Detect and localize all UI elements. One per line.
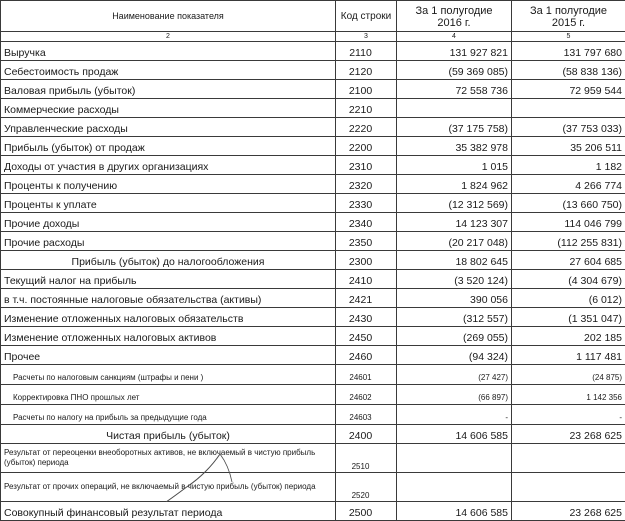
- row-value-2015: [512, 99, 625, 118]
- column-number-row: [1, 32, 625, 42]
- row-indicator-name: Результат от переоценки внеоборотных активов, не включаемый в чистую прибыль (убыток) периода: [1, 444, 336, 473]
- header-period-2015-line2: 2015 г.: [515, 17, 622, 29]
- row-value-2016: 131 927 821: [397, 42, 512, 61]
- row-line-code: 2510: [336, 444, 397, 473]
- row-value-2015: 131 797 680: [512, 42, 625, 61]
- row-line-code: 2320: [336, 175, 397, 194]
- row-line-code: 24602: [336, 385, 397, 405]
- table-row: [1, 118, 625, 137]
- row-line-code: 2340: [336, 213, 397, 232]
- row-indicator-name: Валовая прибыль (убыток): [1, 80, 336, 99]
- table-body: [1, 42, 625, 521]
- table-row: [1, 232, 625, 251]
- row-value-2015: (112 255 831): [512, 232, 625, 251]
- table-row: [1, 346, 625, 365]
- header-period-2016-line2: 2016 г.: [400, 17, 508, 29]
- row-indicator-name: Корректировка ПНО прошлых лет: [1, 385, 336, 405]
- row-indicator-name: Прибыль (убыток) до налогообложения: [1, 251, 336, 270]
- column-number: 4: [397, 32, 512, 42]
- row-line-code: 2220: [336, 118, 397, 137]
- row-value-2015: 72 959 544: [512, 80, 625, 99]
- row-line-code: 2421: [336, 289, 397, 308]
- row-value-2015: [512, 473, 625, 502]
- row-value-2016: (94 324): [397, 346, 512, 365]
- row-value-2015: (13 660 750): [512, 194, 625, 213]
- row-value-2015: (37 753 033): [512, 118, 625, 137]
- row-value-2016: (3 520 124): [397, 270, 512, 289]
- row-value-2015: 1 117 481: [512, 346, 625, 365]
- row-value-2016: -: [397, 405, 512, 425]
- row-value-2016: (12 312 569): [397, 194, 512, 213]
- row-value-2016: (27 427): [397, 365, 512, 385]
- row-value-2015: 35 206 511: [512, 137, 625, 156]
- row-line-code: 24601: [336, 365, 397, 385]
- table-row: [1, 308, 625, 327]
- table-row: [1, 405, 625, 425]
- table-row: [1, 385, 625, 405]
- header-line-code: Код строки: [336, 1, 397, 32]
- table-header-row: [1, 1, 625, 32]
- row-value-2015: 4 266 774: [512, 175, 625, 194]
- row-indicator-name: Прочие доходы: [1, 213, 336, 232]
- row-line-code: 2350: [336, 232, 397, 251]
- row-indicator-name: Изменение отложенных налоговых активов: [1, 327, 336, 346]
- row-value-2016: 72 558 736: [397, 80, 512, 99]
- row-line-code: 2520: [336, 473, 397, 502]
- table-row: [1, 270, 625, 289]
- row-value-2016: (37 175 758): [397, 118, 512, 137]
- row-value-2015: 27 604 685: [512, 251, 625, 270]
- row-indicator-name: Управленческие расходы: [1, 118, 336, 137]
- table-row: [1, 156, 625, 175]
- row-value-2016: 390 056: [397, 289, 512, 308]
- row-indicator-name: Проценты к уплате: [1, 194, 336, 213]
- row-indicator-name: Изменение отложенных налоговых обязательств: [1, 308, 336, 327]
- row-value-2015: [512, 444, 625, 473]
- table-row: [1, 444, 625, 473]
- table-row: [1, 365, 625, 385]
- row-value-2015: 1 182: [512, 156, 625, 175]
- row-value-2016: (269 055): [397, 327, 512, 346]
- row-value-2016: 1 824 962: [397, 175, 512, 194]
- row-line-code: 2410: [336, 270, 397, 289]
- row-value-2015: 23 268 625: [512, 502, 625, 521]
- row-indicator-name: Себестоимость продаж: [1, 61, 336, 80]
- header-period-2016-line1: За 1 полугодие: [400, 5, 508, 17]
- row-indicator-name: Выручка: [1, 42, 336, 61]
- row-value-2016: [397, 444, 512, 473]
- row-value-2016: [397, 99, 512, 118]
- row-line-code: 2500: [336, 502, 397, 521]
- row-value-2015: (1 351 047): [512, 308, 625, 327]
- row-indicator-name: Доходы от участия в других организациях: [1, 156, 336, 175]
- header-indicator-name: Наименование показателя: [1, 1, 336, 32]
- row-indicator-name: Чистая прибыль (убыток): [1, 425, 336, 444]
- table-row: [1, 502, 625, 521]
- row-indicator-name: Прочие расходы: [1, 232, 336, 251]
- row-value-2016: (312 557): [397, 308, 512, 327]
- table-row: [1, 425, 625, 444]
- row-indicator-name: Прочее: [1, 346, 336, 365]
- row-indicator-name: в т.ч. постоянные налоговые обязательства (активы): [1, 289, 336, 308]
- row-line-code: 2430: [336, 308, 397, 327]
- table-row: [1, 327, 625, 346]
- row-indicator-name: Расчеты по налоговым санкциям (штрафы и пени ): [1, 365, 336, 385]
- row-value-2015: (24 875): [512, 365, 625, 385]
- row-value-2016: 14 606 585: [397, 425, 512, 444]
- row-indicator-name: Совокупный финансовый результат периода: [1, 502, 336, 521]
- column-number: 3: [336, 32, 397, 42]
- header-period-2015: [512, 1, 625, 32]
- table-row: [1, 42, 625, 61]
- row-indicator-name: Расчеты по налогу на прибыль за предыдущие года: [1, 405, 336, 425]
- table-row: [1, 175, 625, 194]
- row-value-2015: -: [512, 405, 625, 425]
- table-row: [1, 289, 625, 308]
- row-line-code: 24603: [336, 405, 397, 425]
- column-number: 2: [1, 32, 336, 42]
- row-line-code: 2210: [336, 99, 397, 118]
- column-number: 5: [512, 32, 625, 42]
- row-value-2016: 35 382 978: [397, 137, 512, 156]
- row-line-code: 2110: [336, 42, 397, 61]
- row-line-code: 2200: [336, 137, 397, 156]
- row-line-code: 2100: [336, 80, 397, 99]
- row-value-2016: 18 802 645: [397, 251, 512, 270]
- table-row: [1, 473, 625, 502]
- header-period-2015-line1: За 1 полугодие: [515, 5, 622, 17]
- row-indicator-name: Коммерческие расходы: [1, 99, 336, 118]
- header-period-2016: [397, 1, 512, 32]
- row-line-code: 2400: [336, 425, 397, 444]
- row-value-2016: [397, 473, 512, 502]
- row-line-code: 2120: [336, 61, 397, 80]
- row-value-2015: (6 012): [512, 289, 625, 308]
- row-value-2015: 1 142 356: [512, 385, 625, 405]
- table-row: [1, 80, 625, 99]
- row-value-2016: (20 217 048): [397, 232, 512, 251]
- row-value-2016: 1 015: [397, 156, 512, 175]
- row-value-2015: 202 185: [512, 327, 625, 346]
- table-row: [1, 194, 625, 213]
- row-value-2015: (4 304 679): [512, 270, 625, 289]
- row-indicator-name: Текущий налог на прибыль: [1, 270, 336, 289]
- row-line-code: 2300: [336, 251, 397, 270]
- row-value-2015: 23 268 625: [512, 425, 625, 444]
- row-indicator-name: Проценты к получению: [1, 175, 336, 194]
- row-value-2016: (66 897): [397, 385, 512, 405]
- row-indicator-name: Прибыль (убыток) от продаж: [1, 137, 336, 156]
- row-line-code: 2330: [336, 194, 397, 213]
- row-value-2015: (58 838 136): [512, 61, 625, 80]
- row-value-2016: 14 606 585: [397, 502, 512, 521]
- row-indicator-name: Результат от прочих операций, не включаемый в чистую прибыль (убыток) периода: [1, 473, 336, 502]
- table-row: [1, 251, 625, 270]
- row-line-code: 2460: [336, 346, 397, 365]
- row-value-2015: 114 046 799: [512, 213, 625, 232]
- table-row: [1, 137, 625, 156]
- row-value-2016: (59 369 085): [397, 61, 512, 80]
- table-row: [1, 213, 625, 232]
- table-row: [1, 61, 625, 80]
- row-line-code: 2450: [336, 327, 397, 346]
- row-line-code: 2310: [336, 156, 397, 175]
- row-value-2016: 14 123 307: [397, 213, 512, 232]
- table-row: [1, 99, 625, 118]
